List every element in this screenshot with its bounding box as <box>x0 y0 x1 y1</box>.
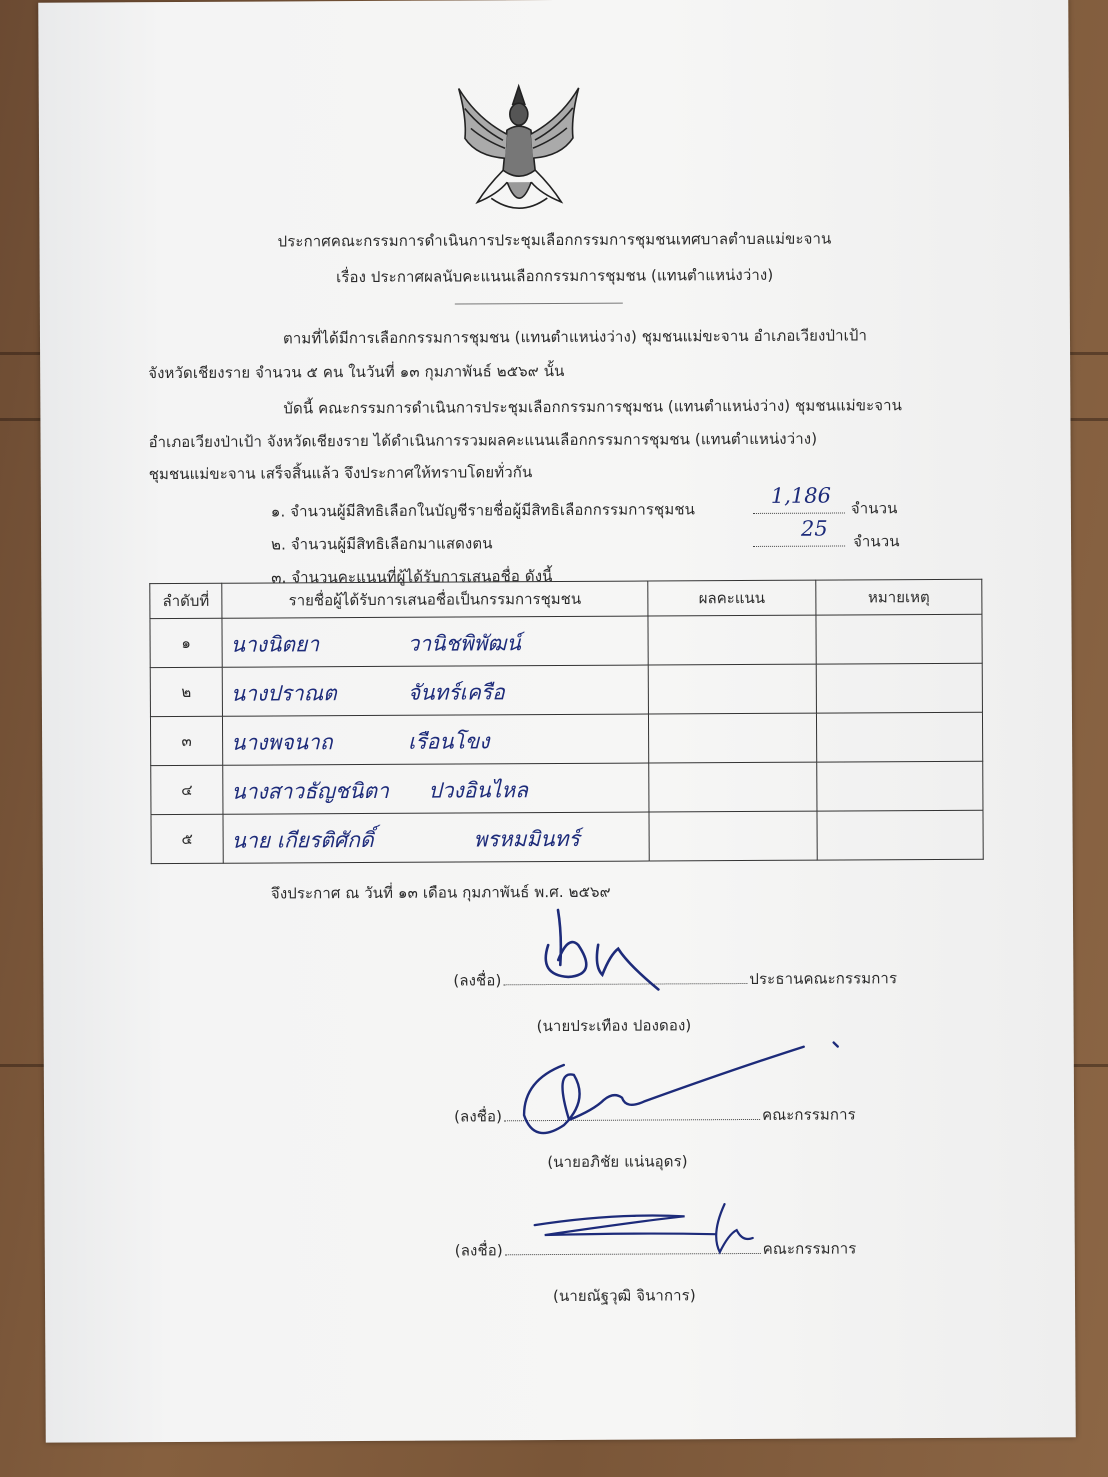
candidate-last-name: ปวงอินไหล <box>428 778 529 803</box>
score-cell <box>648 713 816 763</box>
remark-cell <box>817 761 983 811</box>
header-remark: หมายเหตุ <box>816 579 982 615</box>
candidate-last-name: วานิชพิพัฒน์ <box>407 631 521 656</box>
candidate-name-cell <box>222 616 648 667</box>
table-row <box>150 614 982 667</box>
item-2-label: ๒. จำนวนผู้มีสิทธิเลือกมาแสดงตน <box>271 534 493 554</box>
candidate-last-name: พรหมมินทร์ <box>473 826 580 852</box>
candidate-name-cell <box>222 665 648 716</box>
item-2-unit: จำนวน <box>853 532 900 551</box>
candidate-first-name: นางสาวธัญชนิตา <box>231 778 389 804</box>
remark-cell <box>816 712 982 762</box>
divider <box>455 303 623 305</box>
signature-3-scribble <box>514 1194 774 1265</box>
candidate-first-name: นาย เกียรติศักดิ์ <box>231 827 374 853</box>
signature-1-name: (นายประเทือง ปองดอง) <box>536 1016 692 1036</box>
garuda-emblem-icon <box>447 78 593 219</box>
signature-3-prefix: (ลงชื่อ) <box>454 1241 503 1260</box>
header-candidate-name: รายชื่อผู้ได้รับการเสนอชื่อเป็นกรรมการชุมชน <box>222 581 648 618</box>
row-number: ๑ <box>150 618 222 667</box>
item-1-dotted-line <box>753 512 845 513</box>
signature-1-prefix: (ลงชื่อ) <box>453 971 502 990</box>
score-cell <box>648 664 816 714</box>
signature-1-scribble <box>528 904 668 995</box>
table-header-row <box>150 579 982 618</box>
signature-2-prefix: (ลงชื่อ) <box>454 1107 503 1126</box>
header-score: ผลคะแนน <box>648 580 816 616</box>
signature-1-role: ประธานคณะกรรมการ <box>749 969 898 988</box>
item-1-label: ๑. จำนวนผู้มีสิทธิเลือกในบัญชีรายชื่อผู้มีสิทธิเลือกกรรมการชุมชน <box>270 500 695 521</box>
item-2-dotted-line <box>753 545 845 546</box>
item-2-value: 25 <box>800 516 828 541</box>
row-number: ๕ <box>151 814 223 863</box>
item-1-unit: จำนวน <box>850 499 898 518</box>
announcement-heading: ประกาศคณะกรรมการดำเนินการประชุมเลือกกรรมการชุมชนเทศบาลตำบลแม่ขะจาน <box>277 229 832 251</box>
score-cell <box>648 615 816 665</box>
candidate-last-name: เรือนโขง <box>408 729 490 754</box>
paragraph-2-line-1: บัดนี้ คณะกรรมการดำเนินการประชุมเลือกกรรมการชุมชน (แทนตำแหน่งว่าง) ชุมชนแม่ขะจาน <box>283 396 903 418</box>
subject-line: เรื่อง ประกาศผลนับคะแนนเลือกกรรมการชุมชน (แทนตำแหน่งว่าง) <box>336 265 774 287</box>
row-number: ๓ <box>150 716 222 765</box>
closing-statement: จึงประกาศ ณ วันที่ ๑๓ เดือน กุมภาพันธ์ พ.ศ. ๒๕๖๙ <box>270 882 611 903</box>
candidate-name-cell <box>223 763 649 814</box>
score-cell <box>649 811 817 861</box>
item-1-value: 1,186 <box>770 483 832 508</box>
paragraph-2-line-2: อำเภอเวียงป่าเป้า จังหวัดเชียงราย ได้ดำเนินการรวมผลคะแนนเลือกกรรมการชุมชน (แทนตำแหน่งว่าง) <box>148 429 818 452</box>
candidate-first-name: นางพจนาถ <box>231 730 333 755</box>
paragraph-1-line-1: ตามที่ได้มีการเลือกกรรมการชุมชน (แทนตำแหน่งว่าง) ชุมชนแม่ขะจาน อำเภอเวียงป่าเป้า <box>282 326 868 348</box>
table-row <box>150 712 982 765</box>
table-row <box>151 761 983 814</box>
signature-3-name: (นายณัฐวุฒิ จินาการ) <box>552 1286 696 1306</box>
item-3-label: ๓. จำนวนคะแนนที่ผู้ได้รับการเสนอชื่อ ดังนี้ <box>271 567 553 587</box>
document-page <box>38 0 1076 1443</box>
remark-cell <box>817 810 983 860</box>
remark-cell <box>816 614 982 664</box>
paragraph-2-line-3: ชุมชนแม่ขะจาน เสร็จสิ้นแล้ว จึงประกาศให้ทราบโดยทั่วกัน <box>148 463 533 484</box>
candidate-name-cell <box>222 714 648 765</box>
row-number: ๒ <box>150 667 222 716</box>
table-row <box>151 810 983 863</box>
candidate-first-name: นางปราณต <box>230 681 337 706</box>
candidate-name-cell <box>223 812 649 863</box>
candidate-last-name: จันทร์เครือ <box>407 680 505 705</box>
signature-2-role: คณะกรรมการ <box>762 1105 856 1124</box>
remark-cell <box>816 663 982 713</box>
signature-2-scribble <box>514 1028 855 1150</box>
paragraph-1-line-2: จังหวัดเชียงราย จำนวน ๕ คน ในวันที่ ๑๓ กุมภาพันธ์ ๒๕๖๙ นั้น <box>148 361 565 383</box>
signature-3-role: คณะกรรมการ <box>762 1239 857 1258</box>
header-order: ลำดับที่ <box>150 583 222 618</box>
candidate-first-name: นางนิตยา <box>230 632 320 657</box>
candidate-table <box>149 579 983 864</box>
signature-2-name: (นายอภิชัย แน่นอุดร) <box>547 1152 688 1172</box>
row-number: ๔ <box>151 765 223 814</box>
score-cell <box>649 762 817 812</box>
table-row <box>150 663 982 716</box>
